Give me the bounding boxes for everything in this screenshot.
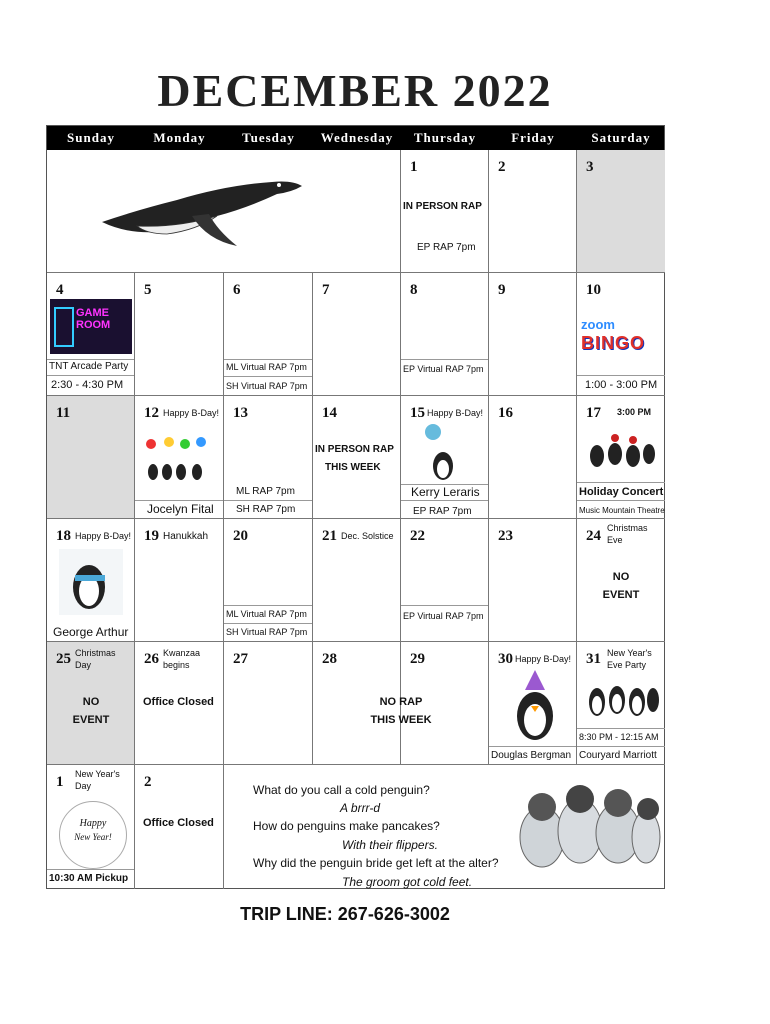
event-ml-virtual-rap: ML Virtual RAP 7pm	[226, 362, 307, 372]
day-cell-dec-25	[47, 642, 135, 765]
header-thursday: Thursday	[413, 130, 477, 145]
event-ml-virtual-rap: ML Virtual RAP 7pm	[226, 609, 307, 619]
event-birthday: Happy B-Day!	[163, 408, 220, 418]
event-christmas-line1: Christmas	[75, 648, 116, 658]
event-venue: Couryard Marriott	[579, 750, 657, 761]
header-friday: Friday	[511, 130, 555, 145]
penguin-balloon-icon	[423, 422, 463, 484]
day-cell-dec-27	[224, 642, 313, 765]
day-cell-dec-8	[401, 273, 489, 396]
day-cell-dec-13	[224, 396, 313, 519]
event-sh-virtual-rap: SH Virtual RAP 7pm	[226, 381, 308, 391]
day-number: 3	[586, 159, 594, 175]
no-rap-line1: NO RAP	[379, 696, 423, 708]
penguins-balloons-icon	[141, 436, 219, 486]
trip-line: TRIP LINE: 267-626-3002	[240, 904, 450, 924]
day-cell-dec-29	[401, 642, 489, 765]
header-sunday: Sunday	[67, 130, 115, 145]
blank-cells-week1	[47, 150, 401, 273]
day-number: 6	[233, 282, 241, 298]
day-number: 11	[56, 405, 71, 421]
day-cell-dec-24	[577, 519, 665, 642]
day-cell-dec-19	[135, 519, 224, 642]
penguin-jokes-panel	[224, 765, 665, 889]
joke-answer-3: The groom got cold feet.	[342, 875, 473, 889]
day-number: 1	[56, 774, 64, 790]
joke-answer-2: With their flippers.	[342, 838, 438, 852]
day-cell-dec-30	[489, 642, 577, 765]
day-number: 13	[233, 405, 248, 421]
no-event-line2: EVENT	[72, 714, 110, 726]
day-cell-jan-2	[135, 765, 224, 889]
day-number: 8	[410, 282, 418, 298]
header-wednesday: Wednesday	[320, 130, 394, 145]
day-number: 28	[322, 651, 337, 667]
day-number: 23	[498, 528, 513, 544]
day-cell-dec-15	[401, 396, 489, 519]
penguin-swimming-icon	[97, 170, 307, 250]
event-bingo-time: 1:00 - 3:00 PM	[585, 379, 658, 391]
day-cell-dec-10	[577, 273, 665, 396]
office-closed: Office Closed	[143, 817, 214, 829]
joke-question-3: Why did the penguin bride get left at the alter?	[253, 856, 499, 870]
day-cell-dec-12	[135, 396, 224, 519]
day-cell-dec-22	[401, 519, 489, 642]
header-saturday: Saturday	[591, 130, 651, 145]
birthday-name: Jocelyn Fital	[147, 502, 214, 516]
weekday-header	[47, 126, 664, 150]
event-birthday: Happy B-Day!	[427, 408, 484, 418]
day-number: 4	[56, 282, 64, 298]
joke-answer-1: A brrr-d	[340, 801, 381, 815]
day-number: 2	[144, 774, 152, 790]
event-this-week: THIS WEEK	[325, 462, 381, 473]
event-sh-virtual-rap: SH Virtual RAP 7pm	[226, 627, 308, 637]
event-birthday: Happy B-Day!	[515, 654, 572, 664]
day-cell-dec-14	[313, 396, 401, 519]
day-cell-dec-26	[135, 642, 224, 765]
day-cell-dec-16	[489, 396, 577, 519]
event-new-years-line1: New Year's	[75, 769, 120, 779]
no-event-line2: EVENT	[602, 589, 640, 601]
day-number: 25	[56, 651, 71, 667]
event-ep-virtual-rap: EP Virtual RAP 7pm	[403, 611, 484, 621]
event-nye-line2: Eve Party	[607, 660, 647, 670]
day-number: 17	[586, 405, 601, 421]
day-cell-dec-6	[224, 273, 313, 396]
day-number: 31	[586, 651, 601, 667]
day-cell-dec-7	[313, 273, 401, 396]
event-ep-rap: EP RAP 7pm	[413, 506, 472, 517]
day-number: 26	[144, 651, 159, 667]
day-cell-dec-11	[47, 396, 135, 519]
day-number: 10	[586, 282, 601, 298]
day-number: 2	[498, 159, 506, 175]
event-hanukkah: Hanukkah	[163, 531, 209, 542]
event-christmas-eve-line1: Christmas	[607, 523, 648, 533]
day-number: 29	[410, 651, 425, 667]
event-ml-rap: ML RAP 7pm	[236, 486, 295, 497]
day-number: 1	[410, 159, 418, 175]
game-room-icon: GAME ROOM	[50, 299, 132, 354]
day-number: 15	[410, 405, 425, 421]
event-solstice: Dec. Solstice	[341, 531, 394, 541]
day-number: 20	[233, 528, 248, 544]
header-tuesday: Tuesday	[242, 130, 295, 145]
no-rap-line2: THIS WEEK	[370, 714, 432, 726]
day-cell-dec-21	[313, 519, 401, 642]
penguin-chicks-icon	[514, 775, 662, 871]
joke-question-2: How do penguins make pancakes?	[253, 819, 440, 833]
day-number: 30	[498, 651, 513, 667]
day-cell-dec-18	[47, 519, 135, 642]
no-event-line1: NO	[612, 571, 630, 583]
event-new-years-line2: Day	[75, 781, 92, 791]
event-venue: Music Mountain Theatre	[579, 506, 665, 515]
event-time: 3:00 PM	[617, 407, 652, 417]
joke-question-1: What do you call a cold penguin?	[253, 783, 430, 797]
birthday-name: Douglas Bergman	[491, 750, 572, 761]
page-title: DECEMBER 2022	[157, 65, 553, 116]
day-number: 12	[144, 405, 159, 421]
day-cell-dec-4	[47, 273, 135, 396]
penguin-party-hat-icon	[509, 668, 561, 744]
penguins-dancing-icon	[585, 676, 661, 724]
day-cell-jan-1	[47, 765, 135, 889]
day-cell-dec-17	[577, 396, 665, 519]
zoom-logo-icon: zoom	[581, 317, 615, 332]
day-number: 7	[322, 282, 330, 298]
event-christmas-eve-line2: Eve	[607, 535, 623, 545]
day-cell-dec-23	[489, 519, 577, 642]
bingo-logo-icon: BINGO	[581, 333, 646, 353]
day-cell-dec-1	[401, 150, 489, 273]
office-closed: Office Closed	[143, 696, 214, 708]
no-event-line1: NO	[82, 696, 100, 708]
event-ep-rap: EP RAP 7pm	[417, 242, 476, 253]
day-cell-dec-3	[577, 150, 665, 273]
calendar-grid	[46, 125, 665, 889]
event-arcade: TNT Arcade Party	[49, 361, 129, 372]
event-kwanzaa-line1: Kwanzaa	[163, 648, 201, 658]
day-number: 9	[498, 282, 506, 298]
day-number: 24	[586, 528, 601, 544]
event-nye-line1: New Year's	[607, 648, 652, 658]
event-sh-rap: SH RAP 7pm	[236, 504, 296, 515]
penguin-scarf-icon	[59, 549, 123, 615]
day-cell-dec-20	[224, 519, 313, 642]
event-ep-virtual-rap: EP Virtual RAP 7pm	[403, 364, 484, 374]
day-number: 18	[56, 528, 71, 544]
day-cell-dec-5	[135, 273, 224, 396]
day-cell-dec-2	[489, 150, 577, 273]
day-number: 16	[498, 405, 513, 421]
birthday-name: Kerry Leraris	[411, 485, 480, 499]
header-monday: Monday	[153, 130, 206, 145]
happy-new-year-icon: Happy New Year!	[59, 801, 127, 869]
day-number: 5	[144, 282, 152, 298]
event-holiday-concert: Holiday Concert	[579, 486, 664, 498]
event-pickup: 10:30 AM Pickup	[49, 873, 129, 884]
day-cell-dec-9	[489, 273, 577, 396]
event-nye-time: 8:30 PM - 12:15 AM	[579, 732, 659, 742]
event-kwanzaa-line2: begins	[163, 660, 190, 670]
event-christmas-line2: Day	[75, 660, 92, 670]
day-number: 14	[322, 405, 337, 421]
penguins-concert-icon	[585, 424, 659, 474]
birthday-name: George Arthur	[53, 625, 129, 639]
day-cell-dec-31	[577, 642, 665, 765]
event-arcade-time: 2:30 - 4:30 PM	[51, 379, 124, 391]
day-number: 19	[144, 528, 159, 544]
day-number: 21	[322, 528, 337, 544]
event-in-person-rap: IN PERSON RAP	[403, 201, 482, 212]
day-number: 22	[410, 528, 425, 544]
event-in-person-rap: IN PERSON RAP	[315, 444, 394, 455]
event-birthday: Happy B-Day!	[75, 531, 132, 541]
day-number: 27	[233, 651, 248, 667]
